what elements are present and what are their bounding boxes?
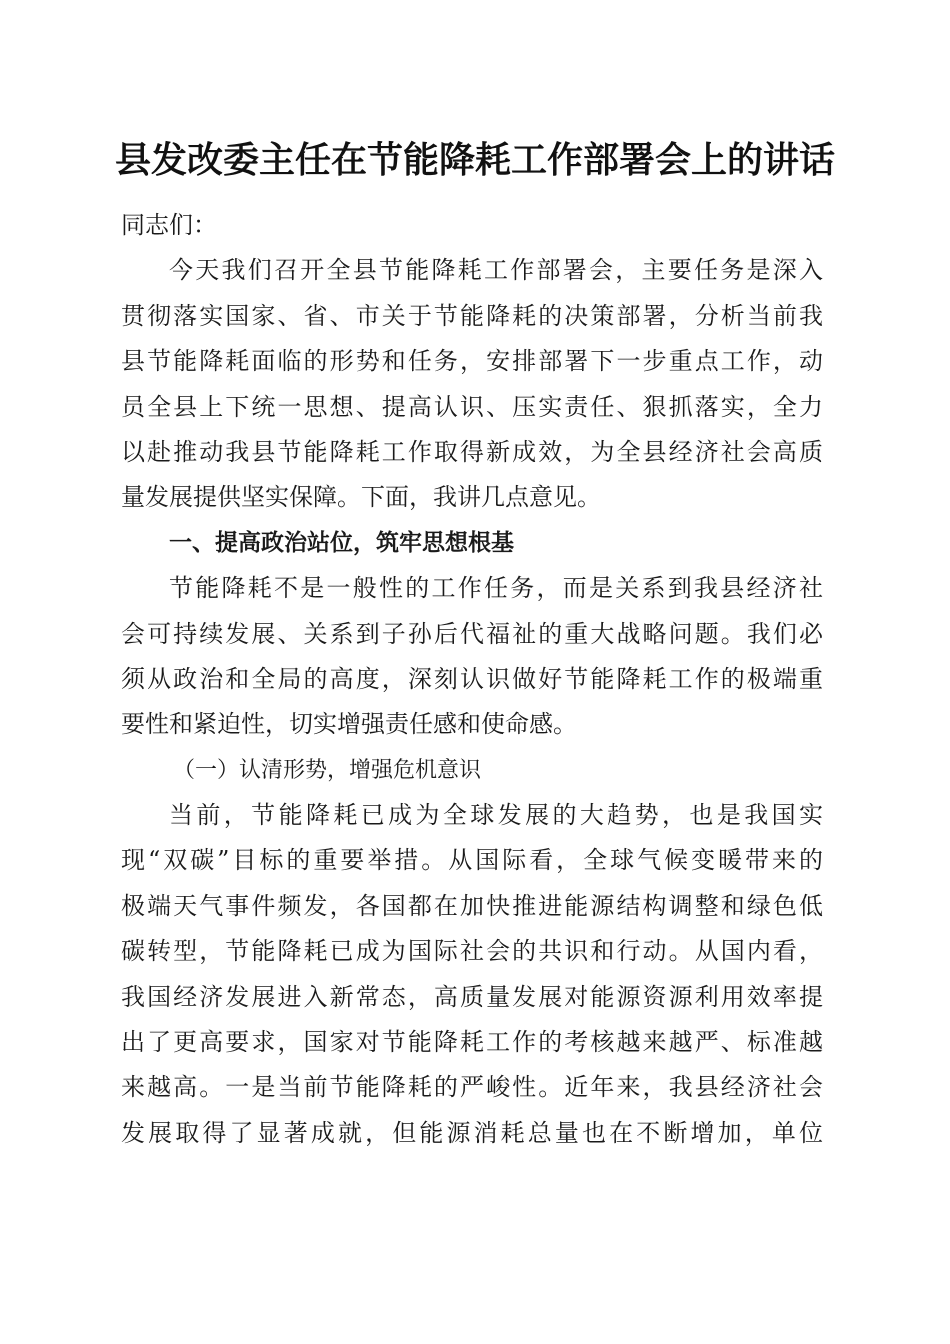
- salutation: 同志们：: [121, 211, 217, 239]
- paragraph-line: 量发展提供坚实保障。下面，我讲几点意见。: [121, 483, 601, 512]
- paragraph-line: 会可持续发展、关系到子孙后代福祉的重大战略问题。我们必: [121, 619, 823, 648]
- paragraph-line: 县节能降耗面临的形势和任务，安排部署下一步重点工作，动: [121, 347, 823, 376]
- document-body: [121, 203, 823, 1156]
- paragraph-line: 以赴推动我县节能降耗工作取得新成效，为全县经济社会高质: [121, 437, 823, 466]
- paragraph-line: 来越高。一是当前节能降耗的严峻性。近年来，我县经济社会: [121, 1073, 823, 1102]
- subsection-heading: （一）认清形势，增强危机意识: [173, 757, 482, 783]
- paragraph-line: 要性和紧迫性，切实增强责任感和使命感。: [121, 710, 577, 739]
- paragraph-line: 极端天气事件频发，各国都在加快推进能源结构调整和绿色低: [121, 891, 823, 920]
- paragraph-line: 出了更高要求，国家对节能降耗工作的考核越来越严、标准越: [121, 1028, 823, 1057]
- paragraph-line: 贯彻落实国家、省、市关于节能降耗的决策部署，分析当前我: [121, 301, 823, 330]
- paragraph-line: 员全县上下统一思想、提高认识、压实责任、狠抓落实，全力: [121, 392, 823, 421]
- paragraph-line: 当前，节能降耗已成为全球发展的大趋势，也是我国实: [169, 801, 823, 830]
- paragraph-line: 发展取得了显著成就，但能源消耗总量也在不断增加，单位: [121, 1118, 823, 1147]
- paragraph-line: 我国经济发展进入新常态，高质量发展对能源资源利用效率提: [121, 982, 823, 1011]
- section-heading: 一、提高政治站位，筑牢思想根基: [169, 529, 514, 556]
- document-title: 县发改委主任在节能降耗工作部署会上的讲话: [114, 139, 835, 181]
- paragraph-line: 现“双碳”目标的重要举措。从国际看，全球气候变暖带来的: [121, 846, 823, 875]
- paragraph-line: 碳转型，节能降耗已成为国际社会的共识和行动。从国内看，: [121, 937, 823, 966]
- paragraph-line: 今天我们召开全县节能降耗工作部署会，主要任务是深入: [169, 256, 823, 285]
- paragraph-line: 节能降耗不是一般性的工作任务，而是关系到我县经济社: [169, 574, 823, 603]
- paragraph-line: 须从政治和全局的高度，深刻认识做好节能降耗工作的极端重: [121, 664, 823, 693]
